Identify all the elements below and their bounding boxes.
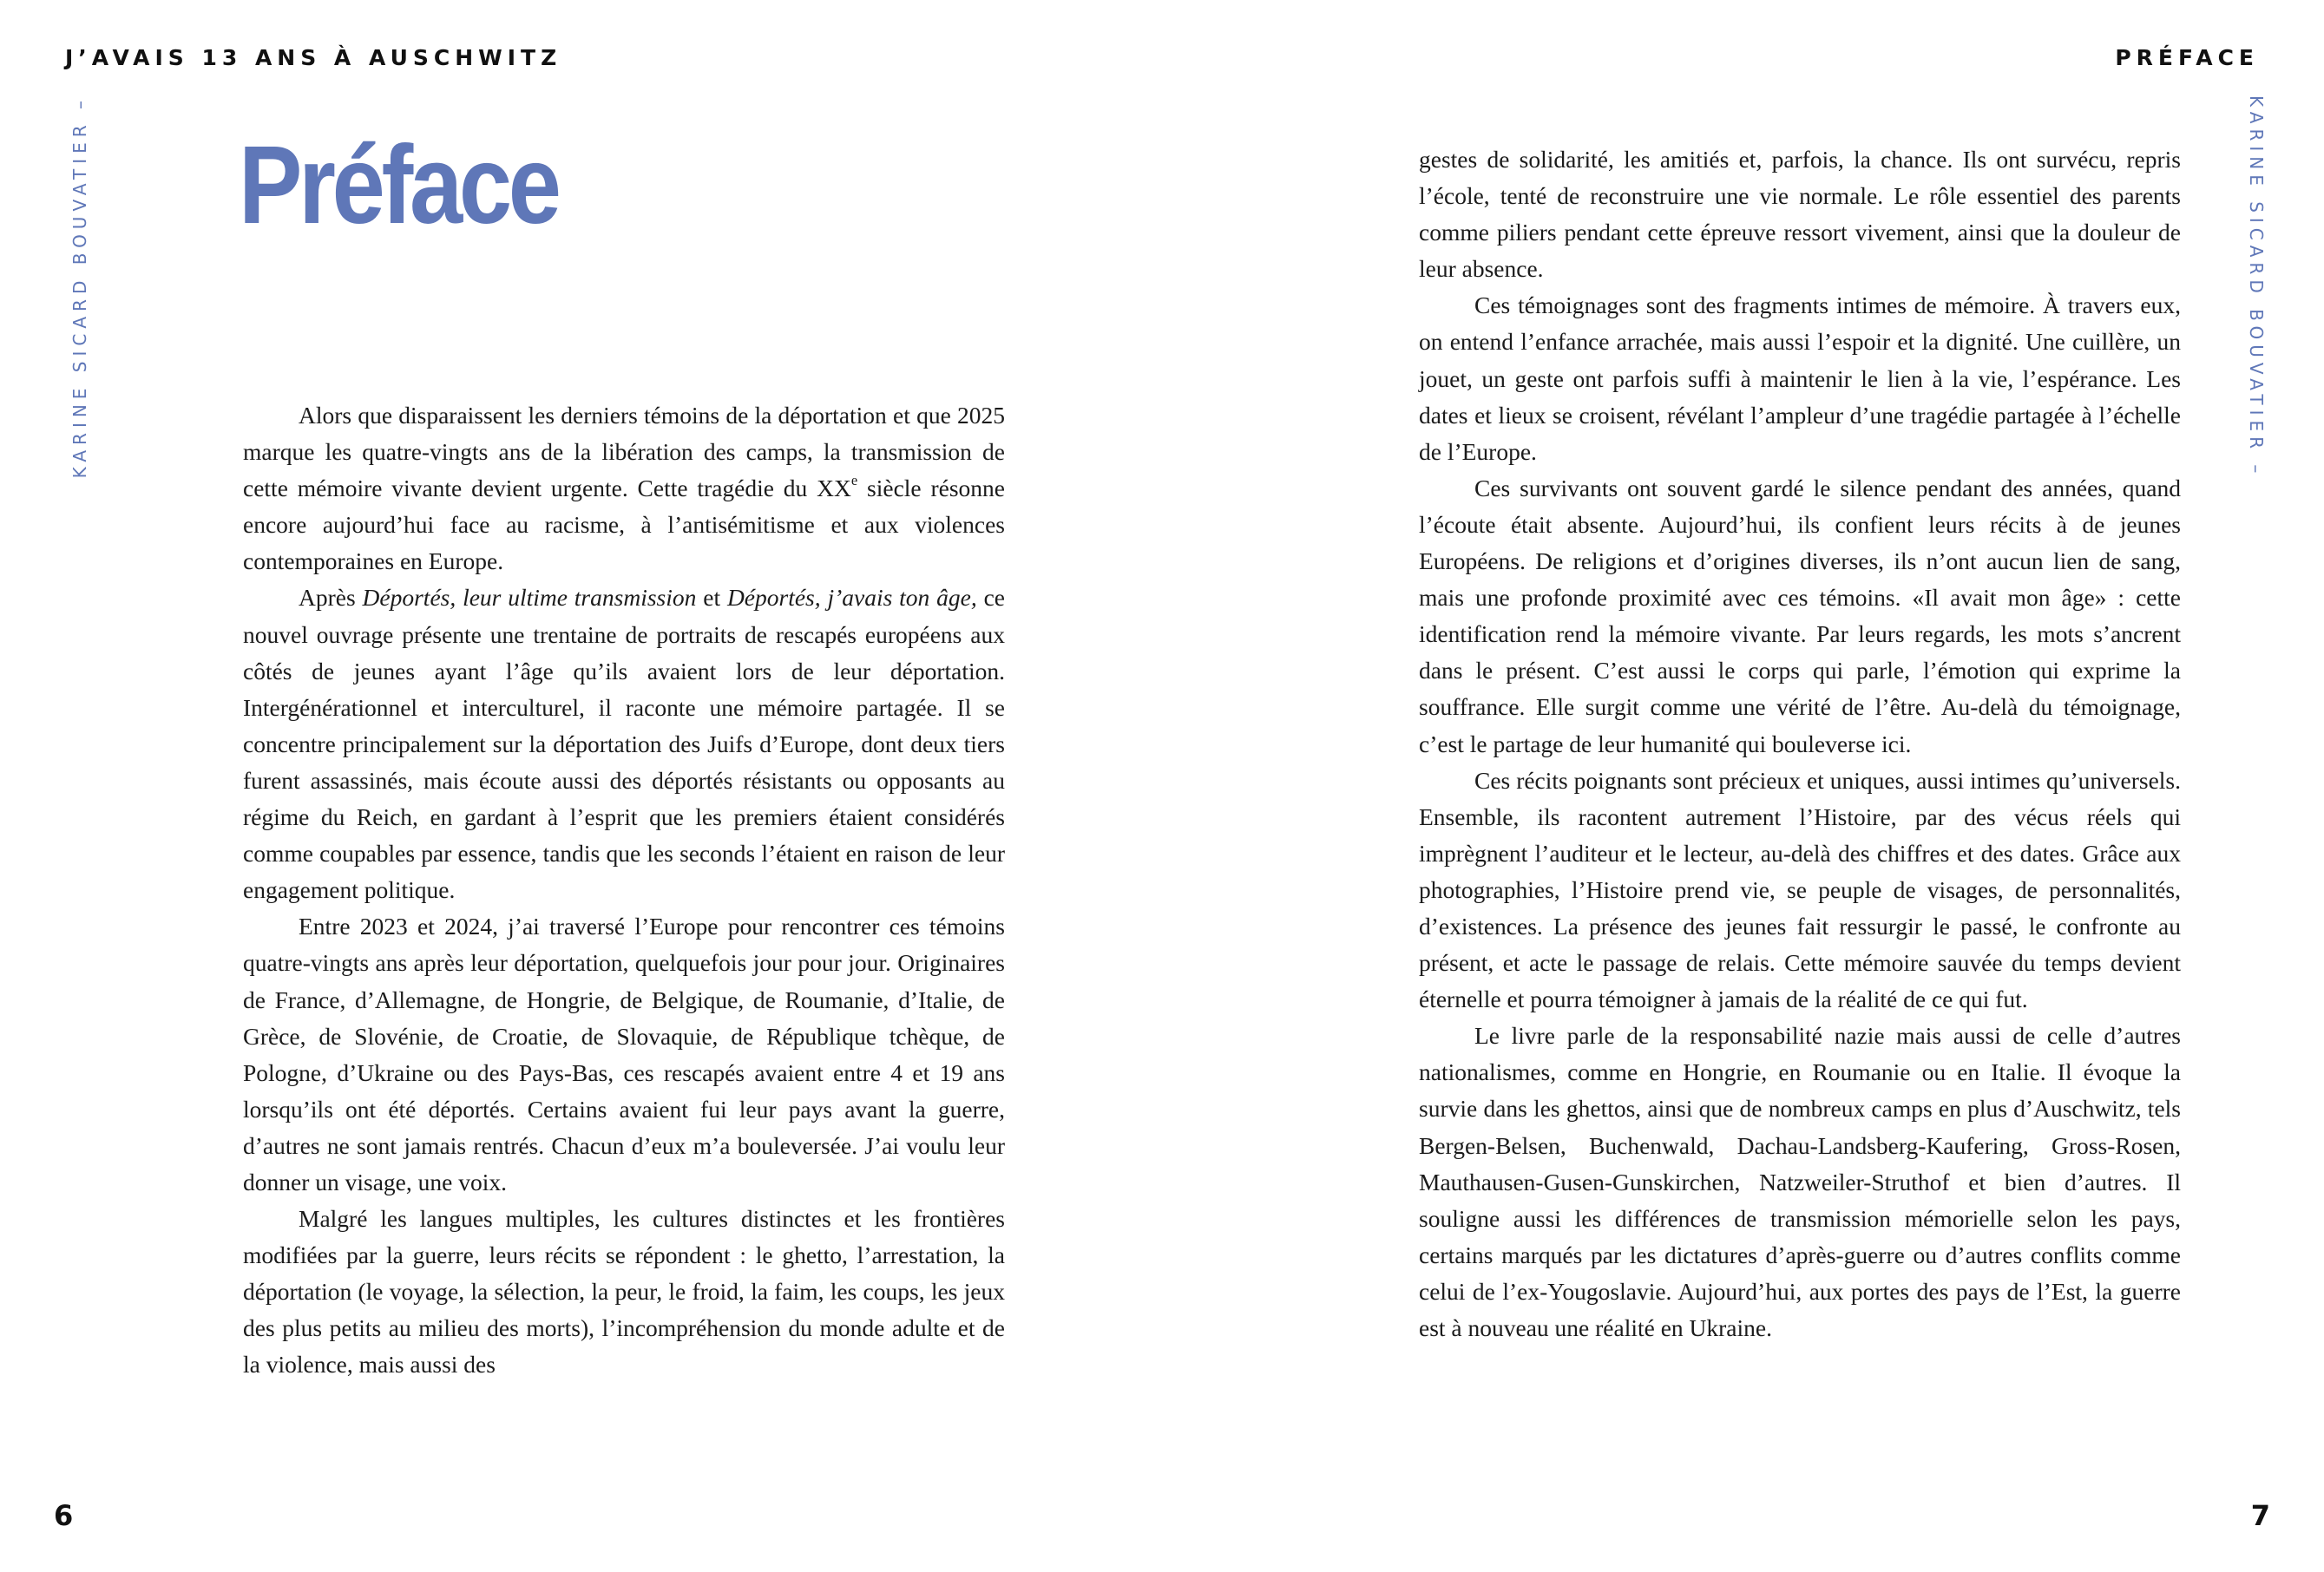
paragraph: Ces témoignages sont des fragments intimes de mémoire. À travers eux, on entend l’enfance arrachée, mais aussi l’espoir et la dignité. Une cuillère, un jouet, un geste ont parfois suffi à maintenir le lien à la vie, l’espérance. Les dates et lieux se croisent, révélant l’ampleur d’une tragédie partagée à l’échelle de l’Europe. [1419,291,2181,465]
side-author-name: KARINE SICARD BOUVATIER – [69,95,90,479]
side-author-name: KARINE SICARD BOUVATIER – [2246,95,2267,479]
left-body-text [243,397,1005,1384]
book-title-italic: Déportés, j’avais ton âge, [726,584,977,612]
paragraph: Entre 2023 et 2024, j’ai traversé l’Europe pour rencontrer ces témoins quatre-vingts ans après leur déportation, quelquefois jour pour jour. Originaires de France, d’Allemagne, de Hongrie, de Belgique, de Roumanie, d’Italie, de Grèce, de Slovénie, de Croatie, de Slovaquie, de République tchèque, de Pologne, d’Ukraine ou des Pays-Bas, ces rescapés avaient entre 4 et 19 ans lorsqu’ils ont été déportés. Certains avaient fui leur pays avant la guerre, d’autres ne sont jamais rentrés. Chacun d’eux m’a bouleversée. J’ai voulu leur donner un visage, une voix. [243,913,1005,1195]
right-body-text [1419,141,2181,1346]
running-head-book-title: J’AVAIS 13 ANS À AUSCHWITZ [65,45,562,70]
running-head-chapter: PRÉFACE [2115,45,2259,70]
page-number: 7 [2250,1499,2270,1532]
paragraph: Alors que disparaissent les derniers témoins de la déportation et que 2025 marque les quatre-vingts ans de la libération des camps, la transmission de cette mémoire vivante devient urgente. Cette tragédie du XXe siècle résonne encore aujourd’hui face au racisme, à l’antisémitisme et aux violences contemporaines en Europe. [243,402,1005,575]
paragraph: Après Déportés, leur ultime transmission et Déportés, j’avais ton âge, ce nouvel ouvrage présente une trentaine de portraits de rescapés européens aux côtés de jeunes ayant l’âge qu’ils avaient lors de leur déportation. Intergénérationnel et interculturel, il raconte une mémoire partagée. Il se concentre principalement sur la déportation des Juifs d’Europe, dont deux tiers furent assassinés, mais écoute aussi des déportés résistants ou opposants au régime du Reich, en gardant à l’esprit que les premiers étaient considérés comme coupables par essence, tandis que les seconds l’étaient en raison de leur engagement politique. [243,584,1005,904]
paragraph: Le livre parle de la responsabilité nazie mais aussi de celle d’autres nationalismes, comme en Hongrie, en Roumanie ou en Italie. Il évoque la survie dans les ghettos, ainsi que de nombreux camps en plus d’Auschwitz, tels Bergen-Belsen, Buchenwald, Dachau-Landsberg-Kaufering, Gross-Rosen, Mauthausen-Gusen-Gunskirchen, Natzweiler-Struthof et bien d’autres. Il souligne aussi les différences de transmission mémorielle selon les pays, certains marqués par les dictatures d’après-guerre ou d’autres conflits comme celui de l’ex-Yougoslavie. Aujourd’hui, aux portes des pays de l’Est, la guerre est à nouveau une réalité en Ukraine. [1419,1022,2181,1341]
paragraph: gestes de solidarité, les amitiés et, parfois, la chance. Ils ont survécu, repris l’école, tenté de reconstruire une vie normale. Le rôle essentiel des parents comme piliers pendant cette épreuve ressort vivement, ainsi que la douleur de leur absence. [1419,146,2181,283]
right-page [1162,0,2324,1572]
paragraph: Ces récits poignants sont précieux et uniques, aussi intimes qu’universels. Ensemble, ils racontent autrement l’Histoire, par des vécus réels qui imprègnent l’auditeur et le lecteur, au-delà des chiffres et des dates. Grâce aux photographies, l’Histoire prend vie, se peuple de visages, de personnalités, d’existences. La présence des jeunes fait ressurgir le passé, le confronte au présent, et acte le passage de relais. Cette mémoire sauvée du temps devient éternelle et pourra témoigner à jamais de la réalité de ce qui fut. [1419,766,2181,1013]
page-number: 6 [54,1499,74,1532]
book-title-italic: Déportés, leur ultime transmission [362,584,697,612]
paragraph: Ces survivants ont souvent gardé le silence pendant des années, quand l’écoute était absente. Aujourd’hui, ils confient leurs récits à de jeunes Européens. De religions et d’origines diverses, ils n’ont aucun lien de sang, mais une profonde proximité avec ces témoins. «Il avait mon âge» : cette identification rend la mémoire vivante. Par leurs regards, les mots s’ancrent dans le présent. C’est aussi le corps qui parle, l’émotion qui exprime la souffrance. Elle surgit comme une vérité de l’être. Au-delà du témoignage, c’est le partage de leur humanité qui bouleverse ici. [1419,474,2181,757]
page-title: Préface [239,123,558,247]
paragraph: Malgré les langues multiples, les cultures distinctes et les frontières modifiées par la guerre, leurs récits se répondent : le ghetto, l’arrestation, la déportation (le voyage, la sélection, la peur, le froid, la faim, les coups, les jeux des plus petits au milieu des morts), l’incompréhension du monde adulte et de la violence, mais aussi des [243,1205,1005,1379]
